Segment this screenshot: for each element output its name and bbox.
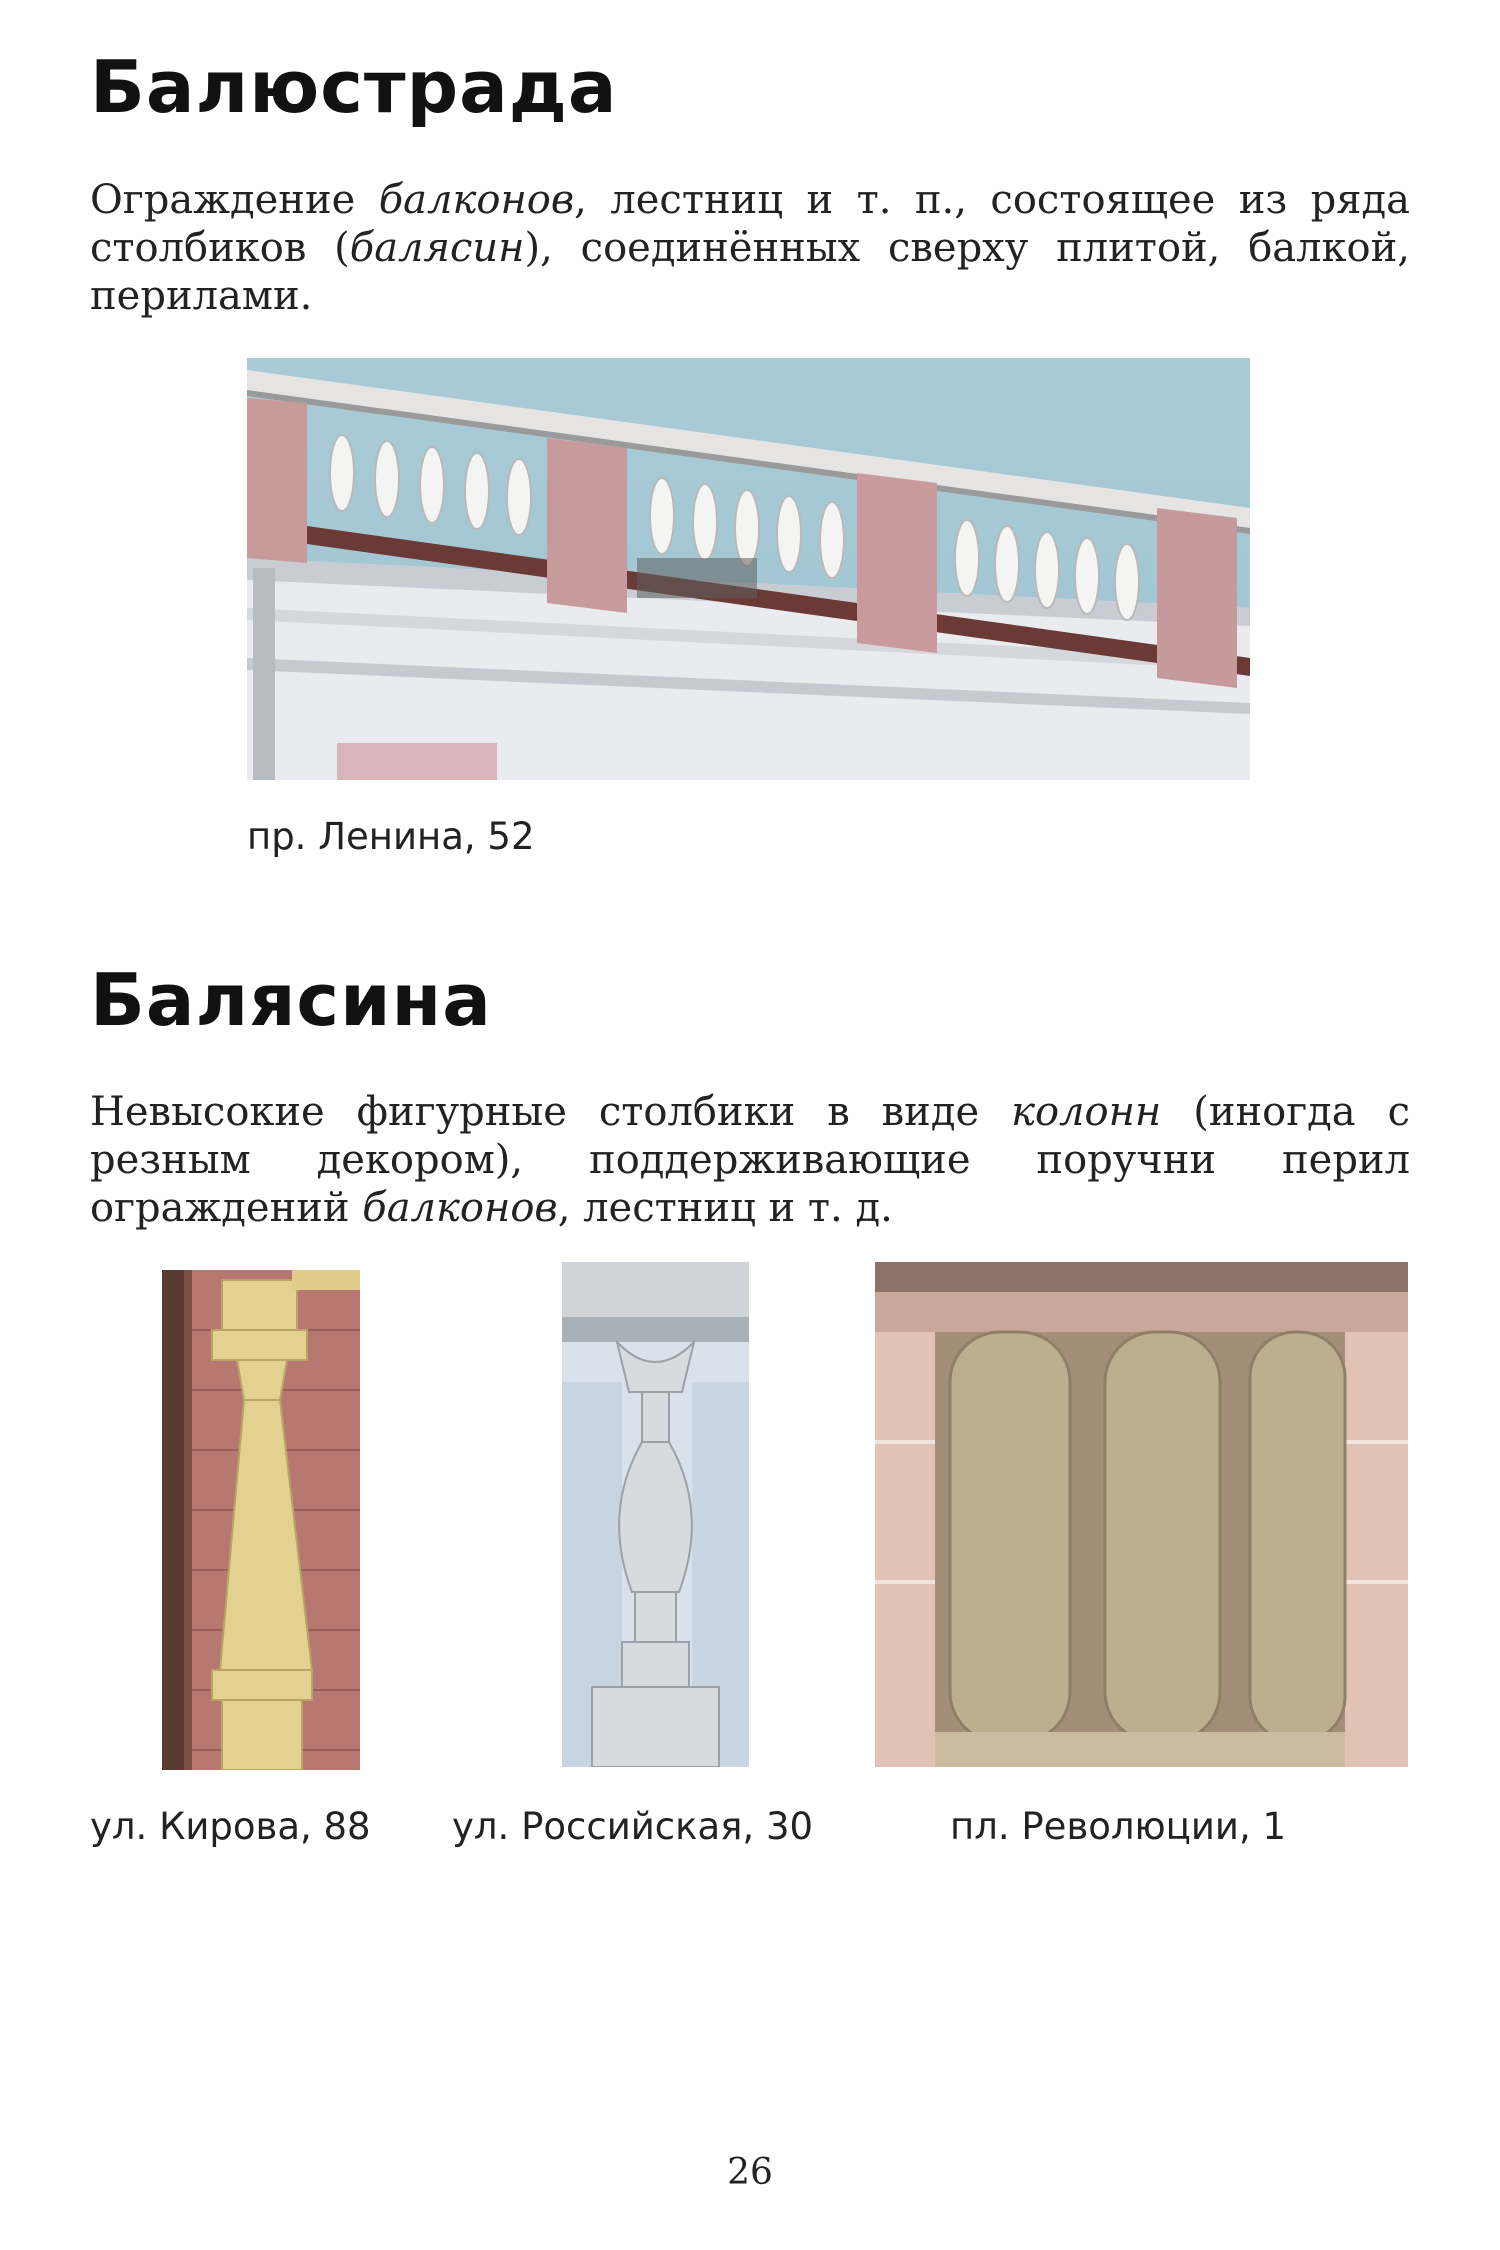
photo-caption-rossiyskaya: ул. Российская, 30 — [452, 1805, 814, 1848]
photo-caption-lenina: пр. Ленина, 52 — [247, 815, 535, 858]
section-title-baluster: Балясина — [90, 958, 492, 1042]
definition-term-italic: колонн — [1011, 1089, 1162, 1135]
definition-term-italic: балконов — [378, 177, 575, 223]
definition-text: ), соединённых сверху плитой, балкой, перилами. — [90, 225, 1411, 319]
balustrade-photo — [247, 358, 1250, 780]
baluster-photo-kirova — [162, 1270, 360, 1770]
definition-text: , лестниц и т. д. — [557, 1185, 893, 1231]
photo-caption-revolyutsii: пл. Революции, 1 — [950, 1805, 1287, 1848]
photo-caption-kirova: ул. Кирова, 88 — [90, 1805, 371, 1848]
page-number: 26 — [727, 2152, 773, 2193]
definition-term-italic: балконов — [362, 1185, 558, 1231]
definition-balustrade — [90, 176, 1410, 320]
definition-baluster — [90, 1088, 1410, 1232]
definition-text: Ограждение — [90, 177, 379, 223]
baluster-photo-revolyutsii — [875, 1262, 1408, 1767]
definition-text: Невысокие фигурные столбики в виде — [90, 1089, 1012, 1135]
definition-text: , лестниц и т. п., состоящее из ряда столбиков ( — [90, 177, 1410, 271]
definition-text: (иногда с резным декором), поддерживающие поручни перил ограждений — [90, 1089, 1410, 1231]
baluster-photo-rossiyskaya — [562, 1262, 749, 1767]
section-title-balustrade: Балюстрада — [90, 45, 618, 129]
definition-term-italic: балясин — [349, 225, 525, 271]
